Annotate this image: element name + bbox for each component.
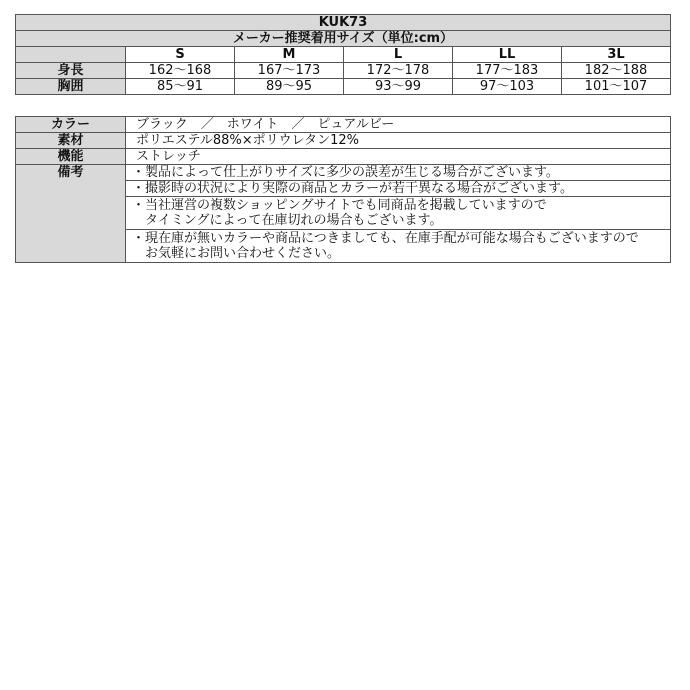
note-4-line-2: お気軽にお問い合わせください。 xyxy=(132,246,341,261)
size-chart-subtitle: メーカー推奨着用サイズ（単位:cm） xyxy=(16,31,671,47)
color-row xyxy=(16,117,671,133)
chest-m: 89〜95 xyxy=(235,79,344,95)
note-2: ・撮影時の状況により実際の商品とカラーが若干異なる場合がございます。 xyxy=(126,181,671,197)
spec-table xyxy=(15,116,671,263)
notes-label: 備考 xyxy=(16,165,126,263)
color-value: ブラック ／ ホワイト ／ ピュアルビー xyxy=(126,117,671,133)
model-number: KUK73 xyxy=(16,15,671,31)
material-label: 素材 xyxy=(16,133,126,149)
note-1: ・製品によって仕上がりサイズに多少の誤差が生じる場合がございます。 xyxy=(126,165,671,181)
chest-3l: 101〜107 xyxy=(562,79,671,95)
size-s: S xyxy=(126,47,235,63)
size-header-row xyxy=(16,47,671,63)
size-l: L xyxy=(344,47,453,63)
note-3-line-2: タイミングによって在庫切れの場合もございます。 xyxy=(132,213,443,228)
chest-row xyxy=(16,79,671,95)
height-label: 身長 xyxy=(16,63,126,79)
chest-ll: 97〜103 xyxy=(453,79,562,95)
note-3-line-1: ・当社運営の複数ショッピングサイトでも同商品を掲載していますので xyxy=(132,198,547,213)
height-3l: 182〜188 xyxy=(562,63,671,79)
chest-l: 93〜99 xyxy=(344,79,453,95)
note-4 xyxy=(126,230,671,263)
height-l: 172〜178 xyxy=(344,63,453,79)
material-value: ポリエステル88%×ポリウレタン12% xyxy=(126,133,671,149)
chest-s: 85〜91 xyxy=(126,79,235,95)
corner-cell xyxy=(16,47,126,63)
note-3 xyxy=(126,197,671,230)
notes-row xyxy=(16,165,671,181)
height-ll: 177〜183 xyxy=(453,63,562,79)
function-row xyxy=(16,149,671,165)
height-row xyxy=(16,63,671,79)
chest-label: 胸囲 xyxy=(16,79,126,95)
color-label: カラー xyxy=(16,117,126,133)
size-3l: 3L xyxy=(562,47,671,63)
size-ll: LL xyxy=(453,47,562,63)
material-row xyxy=(16,133,671,149)
height-m: 167〜173 xyxy=(235,63,344,79)
size-m: M xyxy=(235,47,344,63)
height-s: 162〜168 xyxy=(126,63,235,79)
function-label: 機能 xyxy=(16,149,126,165)
size-chart-table xyxy=(15,14,671,95)
note-4-line-1: ・現在庫が無いカラーや商品につきましても、在庫手配が可能な場合もございますので xyxy=(132,231,639,246)
function-value: ストレッチ xyxy=(126,149,671,165)
